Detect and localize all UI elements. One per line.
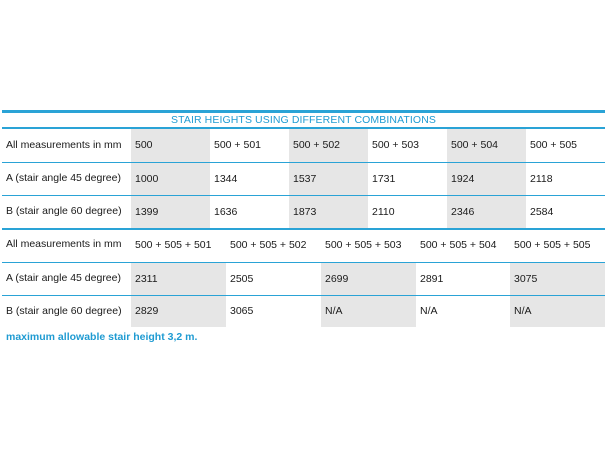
column-header: 500 + 502 <box>289 129 368 162</box>
table-cell: 2584 <box>526 195 605 228</box>
table-cell: 3075 <box>510 262 605 295</box>
table-cell: N/A <box>510 295 605 327</box>
column-header: 500 + 505 + 505 <box>514 238 591 251</box>
row-label: A (stair angle 45 degree) <box>2 162 131 195</box>
table-cell: 2891 <box>416 262 510 295</box>
table-cell: N/A <box>321 295 416 327</box>
table-cell: 1924 <box>447 162 526 195</box>
row-label: A (stair angle 45 degree) <box>2 262 131 295</box>
table-cell: 2311 <box>131 262 226 295</box>
row-label: B (stair angle 60 degree) <box>2 195 131 228</box>
table-cell: 3065 <box>226 295 321 327</box>
column-header: 500 + 504 <box>447 129 526 162</box>
table-cell: 2110 <box>368 195 447 228</box>
table-cell: 1537 <box>289 162 368 195</box>
table-header-row <box>2 129 605 162</box>
column-header: 500 + 503 <box>372 139 420 152</box>
stair-heights-table-1 <box>2 129 605 228</box>
column-header: 500 + 501 <box>214 139 262 152</box>
column-header: 500 <box>131 129 210 162</box>
column-header: 500 + 505 + 502 <box>230 238 307 251</box>
table-cell: 2829 <box>131 295 226 327</box>
table-cell: 1399 <box>131 195 210 228</box>
stair-heights-table-2 <box>2 228 605 327</box>
column-header: 500 + 505 + 503 <box>325 238 402 251</box>
column-header: 500 + 505 <box>530 139 578 152</box>
table-cell: 1344 <box>210 162 289 195</box>
table-header-row <box>2 228 605 262</box>
table-cell: 1873 <box>289 195 368 228</box>
table-cell: 2346 <box>447 195 526 228</box>
table-cell: 1000 <box>131 162 210 195</box>
table-title: STAIR HEIGHTS USING DIFFERENT COMBINATIONS <box>171 114 436 126</box>
table-cell: 2118 <box>526 162 605 195</box>
row-label: B (stair angle 60 degree) <box>2 295 131 327</box>
column-header: 500 + 505 + 504 <box>420 238 497 251</box>
table-row <box>2 295 605 327</box>
header-label: All measurements in mm <box>6 238 122 251</box>
table-cell: 1636 <box>210 195 289 228</box>
table-cell: N/A <box>416 295 510 327</box>
footnote: maximum allowable stair height 3,2 m. <box>6 331 198 343</box>
table-row <box>2 195 605 228</box>
table-cell: 2505 <box>226 262 321 295</box>
table-row <box>2 262 605 295</box>
table-cell: 1731 <box>368 162 447 195</box>
header-label: All measurements in mm <box>6 138 122 151</box>
table-cell: 2699 <box>321 262 416 295</box>
table-row <box>2 162 605 195</box>
column-header: 500 + 505 + 501 <box>135 238 212 251</box>
